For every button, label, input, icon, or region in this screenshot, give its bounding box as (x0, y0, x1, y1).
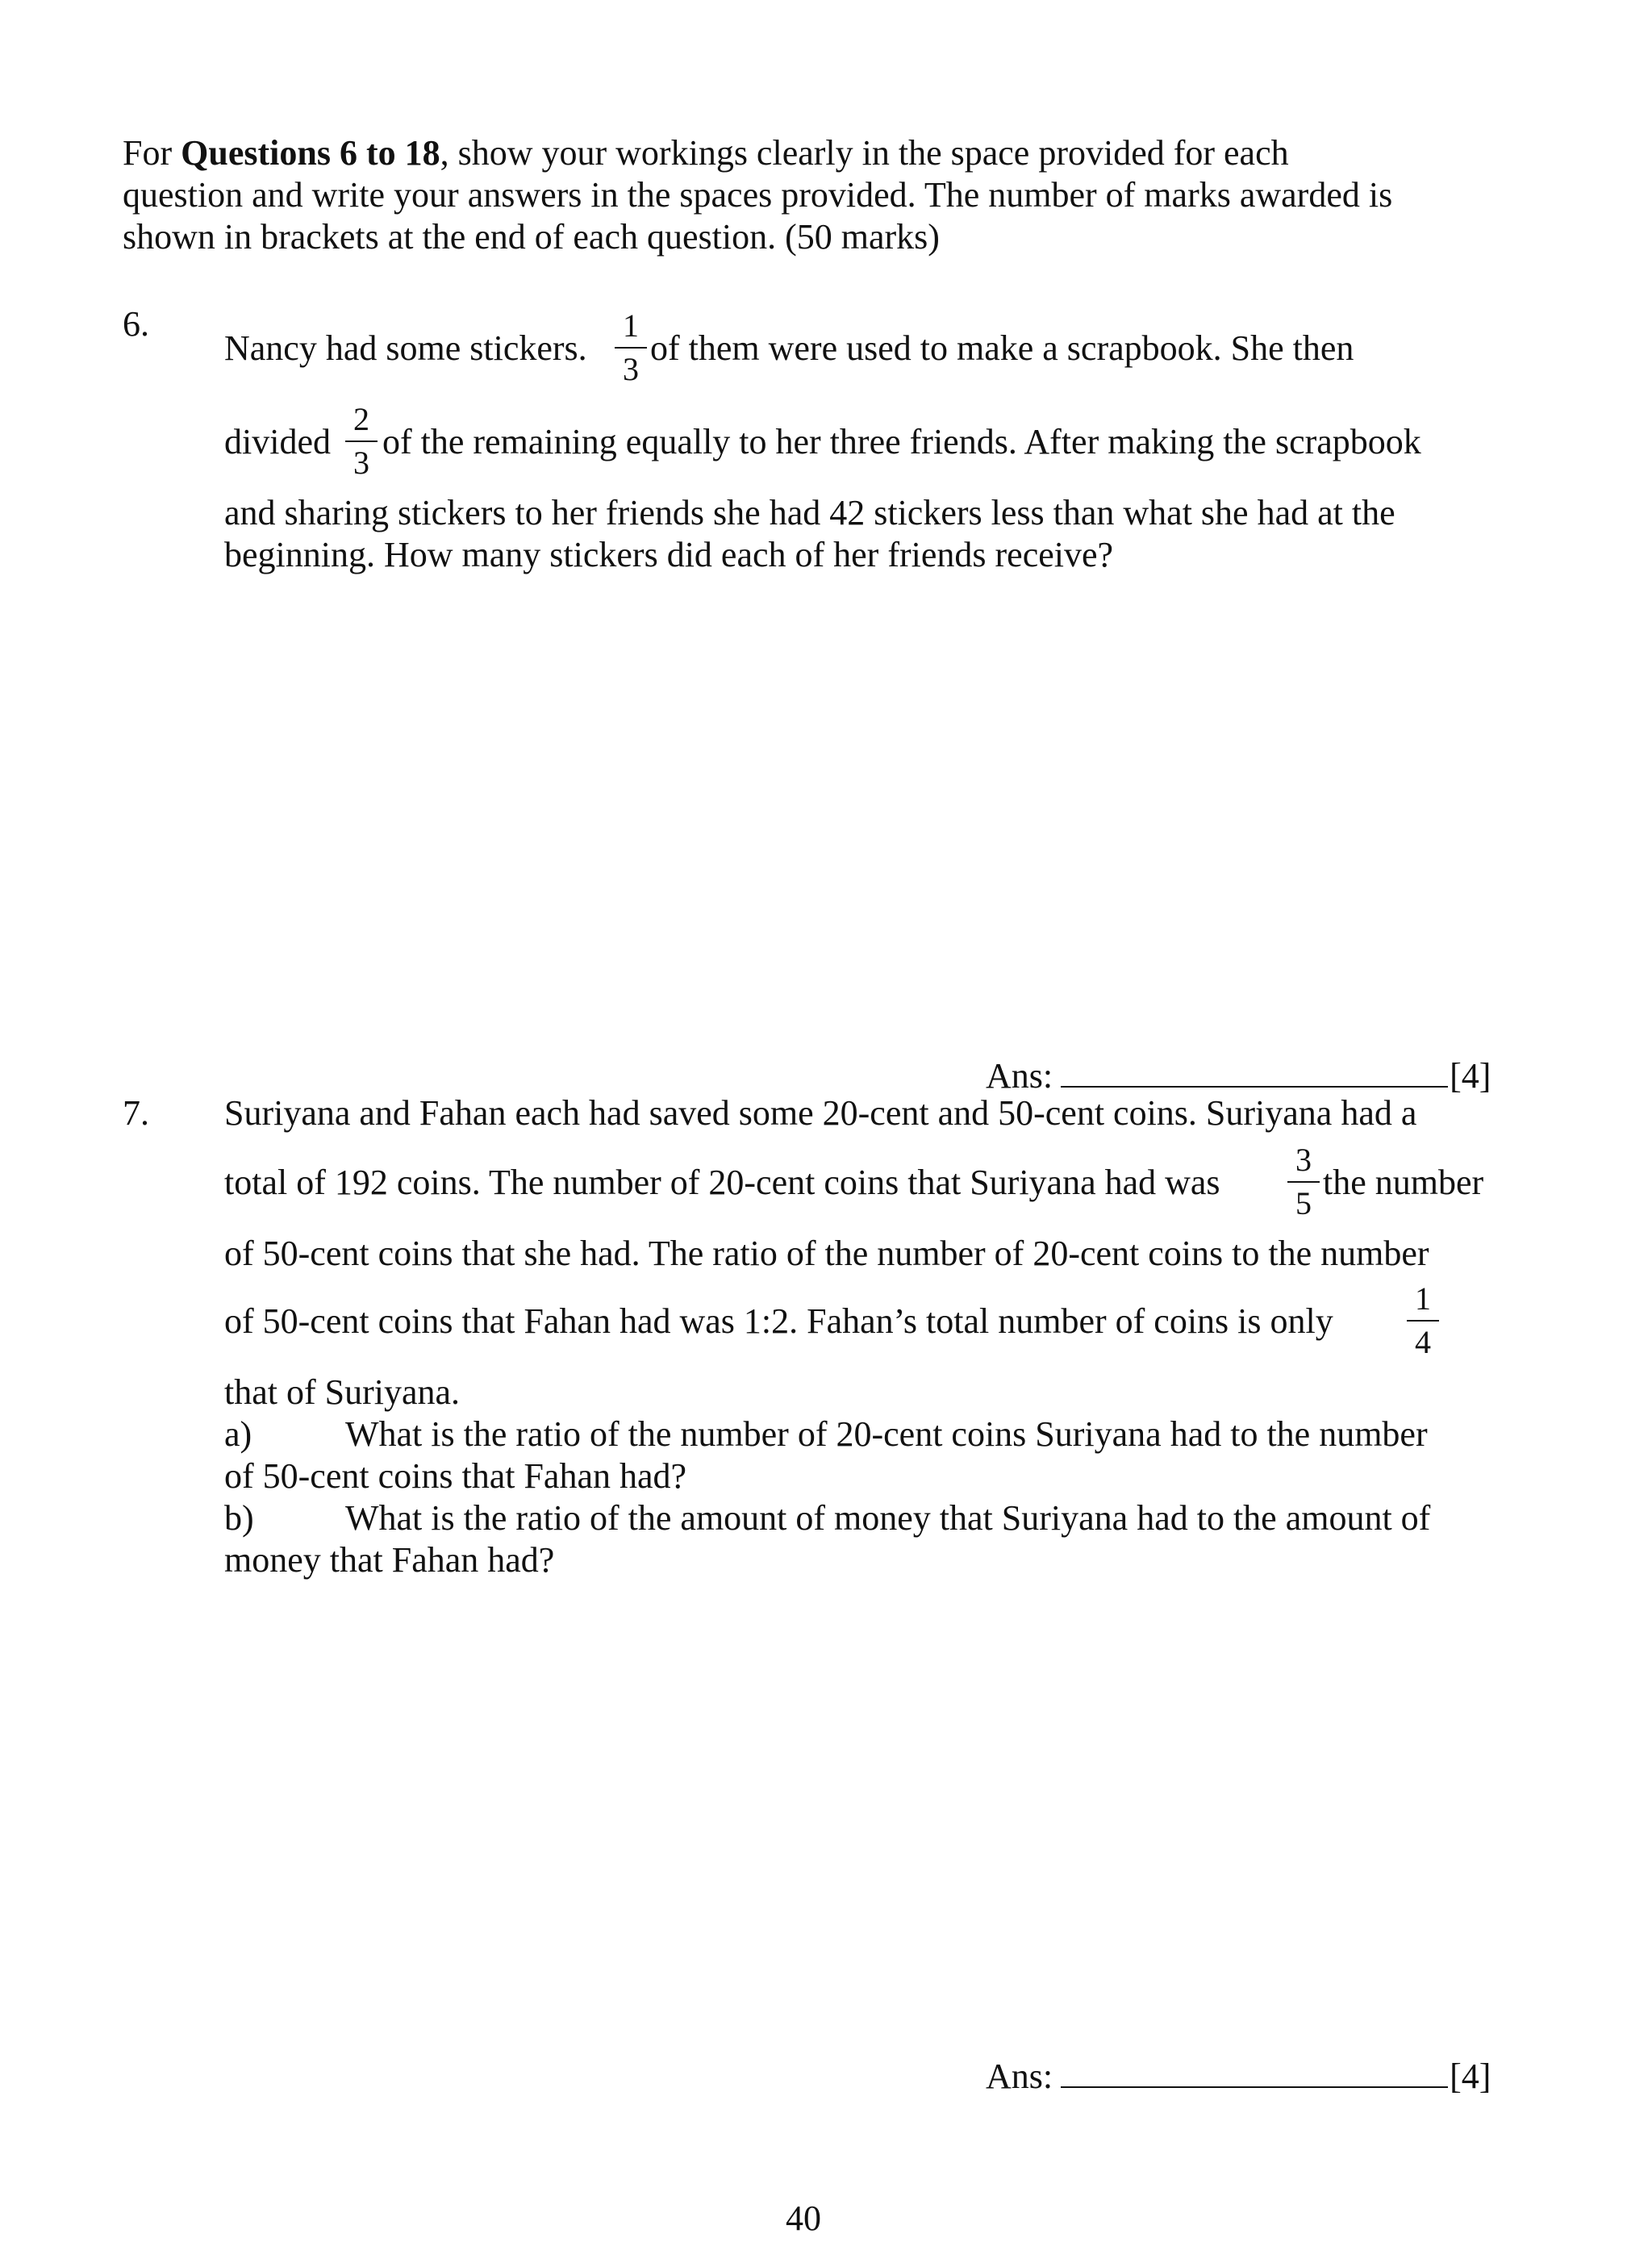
fraction-denominator: 3 (353, 445, 369, 481)
instructions-prefix: For (123, 133, 181, 173)
instructions-line-1 (123, 132, 1289, 174)
marks-label: [4] (1450, 1056, 1491, 1096)
question-6-line-1a: Nancy had some stickers. (224, 328, 587, 368)
question-7-part-a-line-2: of 50-cent coins that Fahan had? (224, 1456, 687, 1496)
question-7-line-3: of 50-cent coins that she had. The ratio of the number of 20-cent coins to the number (224, 1234, 1429, 1273)
question-7-line-2a: total of 192 coins. The number of 20-cent coins that Suriyana had was (224, 1163, 1220, 1202)
answer-blank[interactable] (1061, 2051, 1448, 2088)
question-7-line-5: that of Suriyana. (224, 1372, 461, 1412)
fraction-numerator: 2 (353, 401, 369, 437)
fraction-numerator: 1 (623, 307, 639, 344)
question-7-line-1: Suriyana and Fahan each had saved some 20-cent and 50-cent coins. Suriyana had a (224, 1093, 1417, 1133)
question-6-answer-row (986, 1050, 1491, 1097)
page-number: 40 (786, 2198, 821, 2238)
question-7-part-a-line-1: What is the ratio of the number of 20-cent coins Suriyana had to the number (345, 1414, 1428, 1454)
question-6-fraction-2 (345, 403, 378, 479)
question-6-line-2a: divided (224, 422, 331, 461)
question-6-line-2b: of the remaining equally to her three friends. After making the scrapbook (382, 422, 1421, 461)
question-6-line-4: beginning. How many stickers did each of her friends receive? (224, 535, 1114, 574)
question-7-part-b-line-1: What is the ratio of the amount of money that Suriyana had to the amount of (345, 1498, 1431, 1538)
fraction-denominator: 4 (1415, 1324, 1431, 1360)
fraction-numerator: 3 (1295, 1142, 1312, 1178)
instructions-line-3: shown in brackets at the end of each question. (50 marks) (123, 217, 940, 257)
answer-label: Ans: (986, 1056, 1053, 1096)
question-6-line-3: and sharing stickers to her friends she had 42 stickers less than what she had at the (224, 493, 1395, 532)
fraction-bar (345, 441, 378, 442)
instructions-bold: Questions 6 to 18 (181, 133, 440, 173)
question-7-part-b-line-2: money that Fahan had? (224, 1540, 555, 1580)
answer-label: Ans: (986, 2056, 1053, 2096)
answer-blank[interactable] (1061, 1050, 1448, 1088)
question-7-fraction-1 (1287, 1144, 1320, 1220)
fraction-bar (1407, 1320, 1439, 1322)
fraction-numerator: 1 (1415, 1280, 1431, 1317)
question-7-part-a-label: a) (224, 1414, 252, 1454)
question-7-number: 7. (123, 1093, 149, 1133)
question-7-fraction-2 (1407, 1280, 1439, 1360)
question-6-line-1b: of them were used to make a scrapbook. She then (650, 328, 1354, 368)
question-7-part-b-label: b) (224, 1498, 254, 1538)
question-6-number: 6. (123, 304, 149, 344)
question-6-fraction-1 (615, 307, 647, 387)
fraction-bar (615, 347, 647, 349)
fraction-denominator: 3 (623, 351, 639, 387)
instructions-line-1-rest: , show your workings clearly in the space provided for each (440, 133, 1289, 173)
question-7-line-4a: of 50-cent coins that Fahan had was 1:2. Fahan’s total number of coins is only (224, 1301, 1333, 1341)
marks-label: [4] (1450, 2056, 1491, 2096)
fraction-denominator: 5 (1295, 1185, 1312, 1221)
instructions-line-2: question and write your answers in the spaces provided. The number of marks awarded is (123, 175, 1393, 215)
question-7-line-2b: the number (1323, 1163, 1484, 1202)
fraction-bar (1287, 1181, 1320, 1183)
question-7-answer-row (986, 2051, 1491, 2098)
